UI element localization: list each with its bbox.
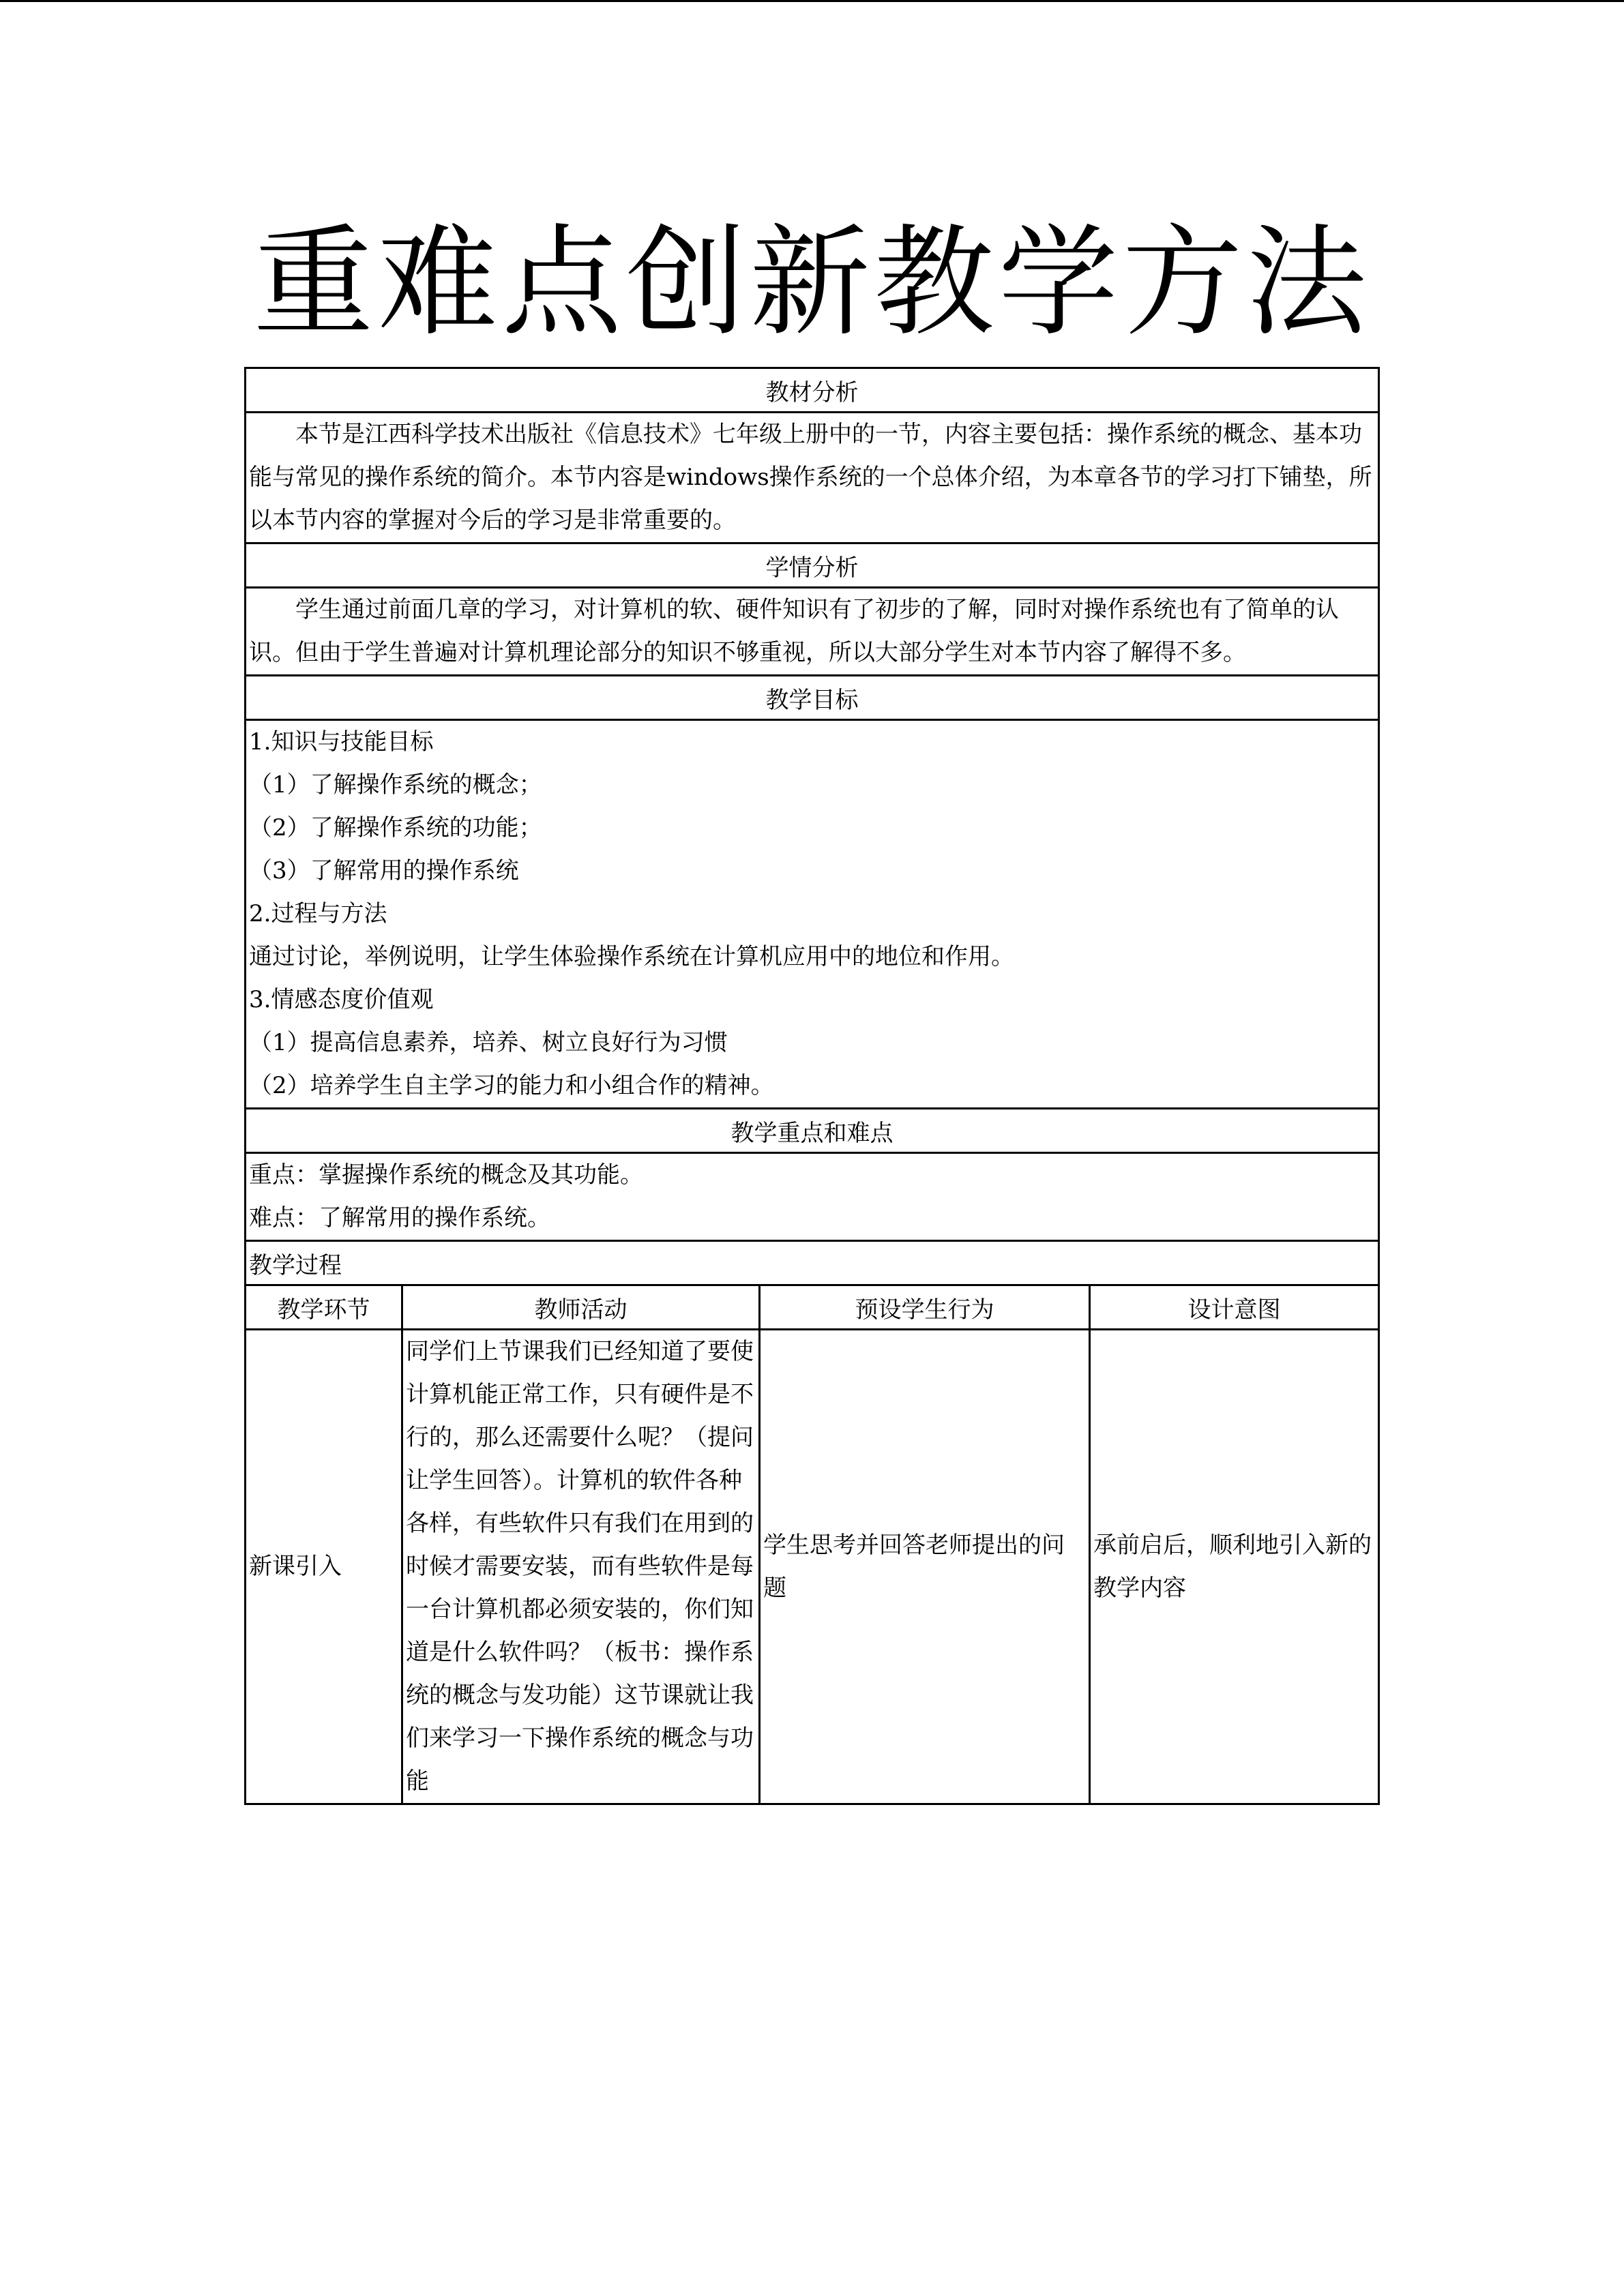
goal-line: （2）了解操作系统的功能； [249,814,542,841]
column-header-intent: 设计意图 [1090,1285,1379,1330]
material-content-row [246,413,1379,543]
column-header-stage: 教学环节 [246,1285,402,1330]
material-text: 本节是江西科学技术出版社《信息技术》七年级上册中的一节，内容主要包括：操作系统的概念、基本功能与常见的操作系统的简介。本节内容是windows操作系统的一个总体介绍，为本章各节的学习打下铺垫，所以本节内容的掌握对今后的学习是非常重要的。 [246,413,1379,543]
keypoints-header-row [246,1109,1379,1153]
keypoints-list [246,1153,1379,1241]
keypoints-header: 教学重点和难点 [246,1109,1379,1153]
students-text: 学生通过前面几章的学习，对计算机的软、硬件知识有了初步的了解，同时对操作系统也有了简单的认识。但由于学生普遍对计算机理论部分的知识不够重视，所以大部分学生对本节内容了解得不多。 [246,588,1379,676]
material-header-row [246,368,1379,413]
process-label-row [246,1241,1379,1285]
column-header-teacher: 教师活动 [402,1285,760,1330]
process-label: 教学过程 [246,1241,1379,1285]
row-student-cell: 学生思考并回答老师提出的问题 [760,1330,1090,1804]
keypoints-content-row [246,1153,1379,1241]
goals-content-row [246,720,1379,1109]
keypoint-line: 难点：了解常用的操作系统。 [249,1204,550,1232]
keypoint-line: 重点：掌握操作系统的概念及其功能。 [249,1161,643,1189]
goal-line: （1）了解操作系统的概念； [249,771,542,799]
top-border-line [0,0,1624,2]
process-column-header-row [246,1285,1379,1330]
column-header-student: 预设学生行为 [760,1285,1090,1330]
goal-line: 3.情感态度价值观 [249,986,434,1013]
goal-line: （3）了解常用的操作系统 [249,857,519,884]
goal-line: 2.过程与方法 [249,900,387,927]
goal-line: 通过讨论，举例说明，让学生体验操作系统在计算机应用中的地位和作用。 [249,943,1014,970]
lesson-plan-table [244,367,1380,1805]
row-intent-cell: 承前启后，顺利地引入新的教学内容 [1090,1330,1379,1804]
students-header-row [246,543,1379,588]
table-row [246,1330,1379,1804]
goals-list [246,720,1379,1109]
row-teacher-cell: 同学们上节课我们已经知道了要使计算机能正常工作，只有硬件是不行的，那么还需要什么呢？（提问让学生回答）。计算机的软件各种各样，有些软件只有我们在用到的时候才需要安装，而有些软件是每一台计算机都必须安装的，你们知道是什么软件吗？（板书：操作系统的概念与发功能）这节课就让我们来学习一下操作系统的概念与功能 [402,1330,760,1804]
goals-header: 教学目标 [246,676,1379,720]
page-title: 重难点创新教学方法 [253,213,1371,353]
goal-line: （2）培养学生自主学习的能力和小组合作的精神。 [249,1072,774,1099]
goals-header-row [246,676,1379,720]
material-header: 教材分析 [246,368,1379,413]
students-header: 学情分析 [246,543,1379,588]
goal-line: 1.知识与技能目标 [249,728,434,756]
students-content-row [246,588,1379,676]
goal-line: （1）提高信息素养，培养、树立良好行为习惯 [249,1029,728,1056]
row-stage-cell: 新课引入 [246,1330,402,1804]
